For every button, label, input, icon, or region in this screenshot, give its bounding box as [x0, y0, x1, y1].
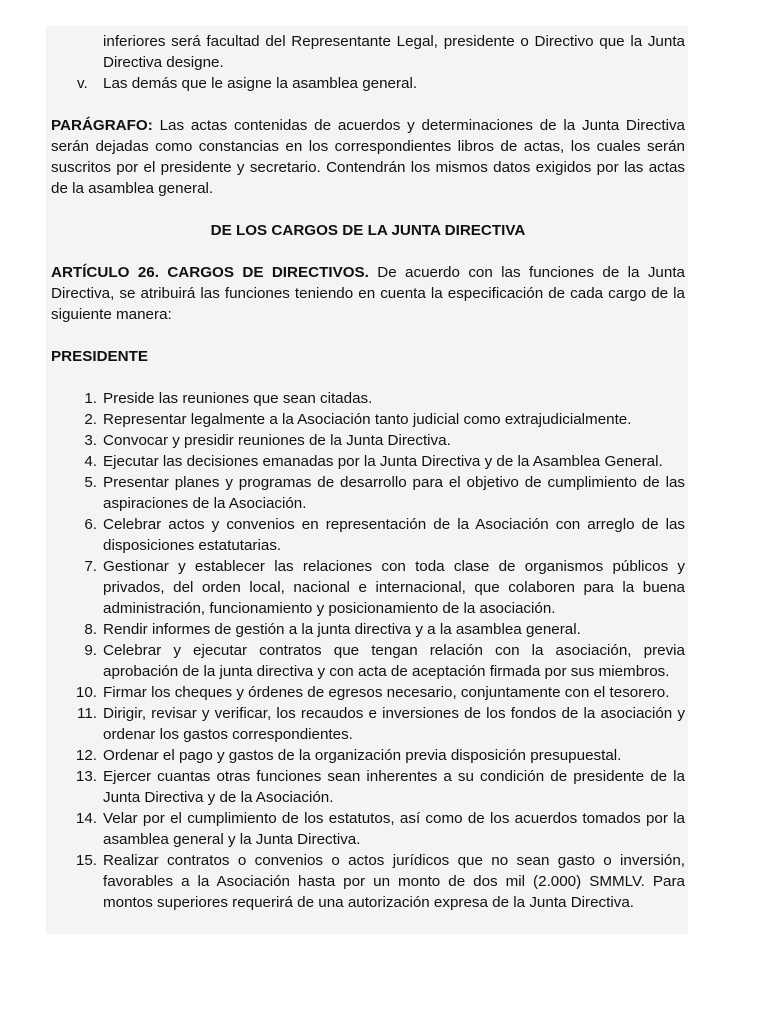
list-number: 14.: [75, 810, 97, 827]
list-item: [51, 451, 685, 472]
list-item: [51, 556, 685, 619]
list-item: [51, 745, 685, 766]
list-item-text: Presentar planes y programas de desarrollo para el objetivo de cumplimiento de las aspiraciones de la Asociación.: [103, 474, 685, 512]
list-item: [51, 703, 685, 745]
list-item-v: [51, 73, 685, 94]
list-number: 15.: [75, 852, 97, 869]
list-item-text: Celebrar y ejecutar contratos que tengan relación con la asociación, previa aprobación de la junta directiva y con acta de aceptación firmada por sus miembros.: [103, 642, 685, 680]
list-item-text: Dirigir, revisar y verificar, los recaudos e inversiones de los fondos de la asociación y ordenar los gastos correspondientes.: [103, 705, 685, 743]
continuation-text: inferiores será facultad del Representante Legal, presidente o Directivo que la Junta Directiva designe.: [103, 33, 685, 71]
list-number: 11.: [77, 705, 97, 722]
article-paragraph: [51, 262, 685, 325]
list-item-text: Celebrar actos y convenios en representación de la Asociación con arreglo de las disposiciones estatutarias.: [103, 516, 685, 554]
list-item: [51, 766, 685, 808]
list-number: 4.: [84, 453, 97, 470]
list-item-text: Preside las reuniones que sean citadas.: [103, 390, 373, 407]
list-item: [51, 850, 685, 913]
list-item: [51, 388, 685, 409]
list-item-text: Ordenar el pago y gastos de la organización previa disposición presupuestal.: [103, 747, 622, 764]
list-number: 12.: [75, 747, 97, 764]
list-number: 9.: [84, 642, 97, 659]
list-item-text: Firmar los cheques y órdenes de egresos necesario, conjuntamente con el tesorero.: [103, 684, 670, 701]
list-number: v.: [77, 75, 88, 92]
document-content: [51, 31, 685, 913]
list-number: 10.: [75, 684, 97, 701]
paragrafo-text: Las actas contenidas de acuerdos y determinaciones de la Junta Directiva serán dejadas como constancias en los correspondientes libros de actas, los cuales serán suscritos por el presidente y secretario. Contendrán los mismos datos exigidos por las actas de la asamblea general.: [51, 117, 685, 197]
list-item-text: Representar legalmente a la Asociación tanto judicial como extrajudicialmente.: [103, 411, 632, 428]
paragrafo-label: PARÁGRAFO:: [51, 117, 153, 134]
list-number: 1.: [84, 390, 97, 407]
list-item-text: Gestionar y establecer las relaciones con toda clase de organismos públicos y privados, del orden local, nacional e internacional, que colaboren para la buena administración, funcionamiento y posicionamiento de la asociación.: [103, 558, 685, 617]
list-item: [51, 640, 685, 682]
functions-list: [51, 388, 685, 913]
list-item: [51, 472, 685, 514]
list-item: [51, 808, 685, 850]
list-number: 7.: [84, 558, 97, 575]
list-number: 6.: [84, 516, 97, 533]
paragrafo-paragraph: [51, 115, 685, 199]
list-number: 8.: [84, 621, 97, 638]
list-item-text: Rendir informes de gestión a la junta directiva y a la asamblea general.: [103, 621, 581, 638]
list-number: 5.: [84, 474, 97, 491]
role-title: PRESIDENTE: [51, 348, 149, 365]
list-item: [51, 514, 685, 556]
article-text: De acuerdo con las funciones de la Junta Directiva, se atribuirá las funciones teniendo en cuenta la especificación de cada cargo de la siguiente manera:: [51, 264, 685, 323]
list-item: [51, 409, 685, 430]
list-number: 3.: [84, 432, 97, 449]
list-item: [51, 619, 685, 640]
list-item-text: Realizar contratos o convenios o actos jurídicos que no sean gasto o inversión, favorables a la Asociación hasta por un monto de dos mil (2.000) SMMLV. Para montos superiores requerirá de una autorización expresa de la Junta Directiva.: [103, 852, 685, 911]
list-item-text: Ejecutar las decisiones emanadas por la Junta Directiva y de la Asamblea General.: [103, 453, 663, 470]
list-number: 13.: [75, 768, 97, 785]
list-item: [51, 430, 685, 451]
list-item-text: Convocar y presidir reuniones de la Junta Directiva.: [103, 432, 451, 449]
section-heading: DE LOS CARGOS DE LA JUNTA DIRECTIVA: [210, 222, 526, 239]
list-item-text: Las demás que le asigne la asamblea general.: [103, 75, 418, 92]
list-item-text: Velar por el cumplimiento de los estatutos, así como de los acuerdos tomados por la asamblea general y la Junta Directiva.: [103, 810, 685, 848]
article-label: ARTÍCULO 26. CARGOS DE DIRECTIVOS.: [51, 264, 369, 281]
list-item: [51, 682, 685, 703]
list-number: 2.: [84, 411, 97, 428]
list-item-text: Ejercer cuantas otras funciones sean inherentes a su condición de presidente de la Junta Directiva y de la Asociación.: [103, 768, 685, 806]
